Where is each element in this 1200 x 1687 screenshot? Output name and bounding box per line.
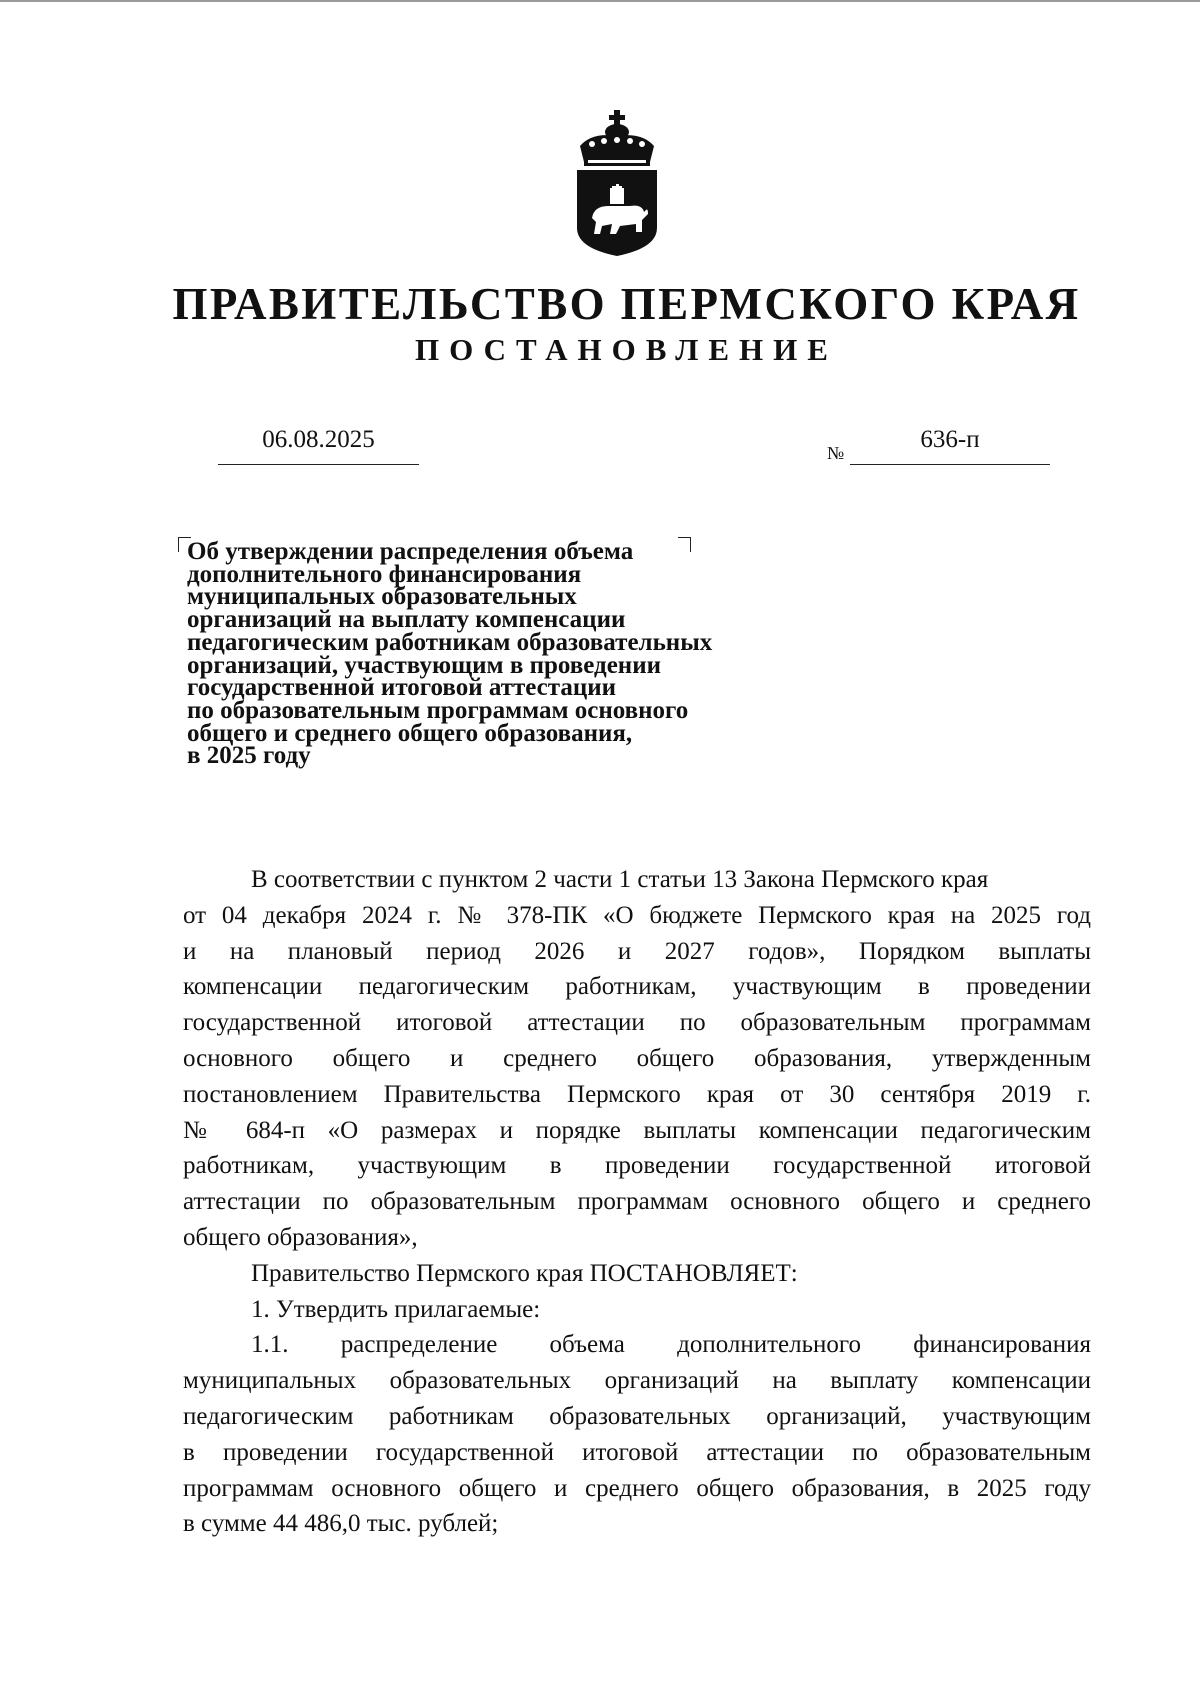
body-line: в сумме 44 486,0 тыс. рублей;: [183, 1510, 499, 1538]
body-line: основного общего и среднего общего образования, утвержденным: [183, 1044, 1091, 1072]
subject-line: муниципальных образовательных: [187, 583, 577, 611]
subject-line: организаций на выплату компенсации: [187, 606, 626, 634]
perm-krai-coat-of-arms-icon: [572, 110, 662, 260]
preamble-paragraph: [183, 862, 1091, 1256]
body-line: аттестации по образовательным программам основного общего и среднего: [183, 1188, 1091, 1216]
organization-title: ПРАВИТЕЛЬСТВО ПЕРМСКОГО КРАЯ: [172, 279, 1081, 329]
body-line: педагогическим работникам образовательных организаций, участвующим: [183, 1402, 1091, 1430]
body-line: постановлением Правительства Пермского края от 30 сентября 2019 г.: [183, 1080, 1091, 1108]
document-number: 636-п: [920, 426, 980, 453]
resolves-paragraph: Правительство Пермского края ПОСТАНОВЛЯЕТ:: [251, 1259, 798, 1287]
body-line: и на плановый период 2026 и 2027 годов», Порядком выплаты: [183, 937, 1091, 965]
body-line: № 684-п «О размерах и порядке выплаты компенсации педагогическим: [183, 1116, 1091, 1144]
body-line: муниципальных образовательных организаций на выплату компенсации: [183, 1367, 1091, 1395]
body-line: в проведении государственной итоговой аттестации по образовательным: [183, 1438, 1091, 1466]
subject-line: педагогическим работникам образовательных: [187, 628, 713, 656]
subject-line: общего и среднего общего образования,: [187, 719, 633, 747]
subject-line: государственной итоговой аттестации: [187, 674, 617, 702]
document-body: [183, 862, 1091, 1542]
number-label: №: [827, 443, 845, 463]
body-line: государственной итоговой аттестации по образовательным программам: [183, 1009, 1091, 1037]
item-1-paragraph: 1. Утвердить прилагаемые:: [251, 1295, 541, 1323]
subject-line: дополнительного финансирования: [187, 560, 582, 588]
body-line: общего образования»,: [183, 1223, 418, 1251]
body-line: 1.1. распределение объема дополнительного финансирования: [251, 1331, 1091, 1359]
body-line: программам основного общего и среднего общего образования, в 2025 году: [183, 1474, 1091, 1502]
body-line: компенсации педагогическим работникам, участвующим в проведении: [183, 973, 1091, 1001]
scan-top-edge: [0, 0, 1200, 2]
subject-line: Об утверждении распределения объема: [187, 538, 634, 565]
document-number-field: [850, 424, 1050, 465]
body-line: работникам, участвующим в проведении государственной итоговой: [183, 1152, 1091, 1180]
body-line: от 04 декабря 2024 г. № 378-ПК «О бюджете Пермского края на 2025 год: [183, 901, 1091, 929]
item-1-1-paragraph: [183, 1327, 1091, 1542]
subject-line: в 2025 году: [187, 742, 311, 770]
subject-line: организаций, участвующим в проведении: [187, 651, 661, 679]
subject-line: по образовательным программам основного: [187, 696, 689, 724]
document-type: ПОСТАНОВЛЕНИЕ: [415, 332, 838, 367]
document-subject: [187, 538, 807, 770]
document-date: 06.08.2025: [262, 426, 375, 453]
document-date-field: [218, 424, 419, 465]
body-line: В соответствии с пунктом 2 части 1 статьи 13 Закона Пермского края: [251, 866, 989, 893]
